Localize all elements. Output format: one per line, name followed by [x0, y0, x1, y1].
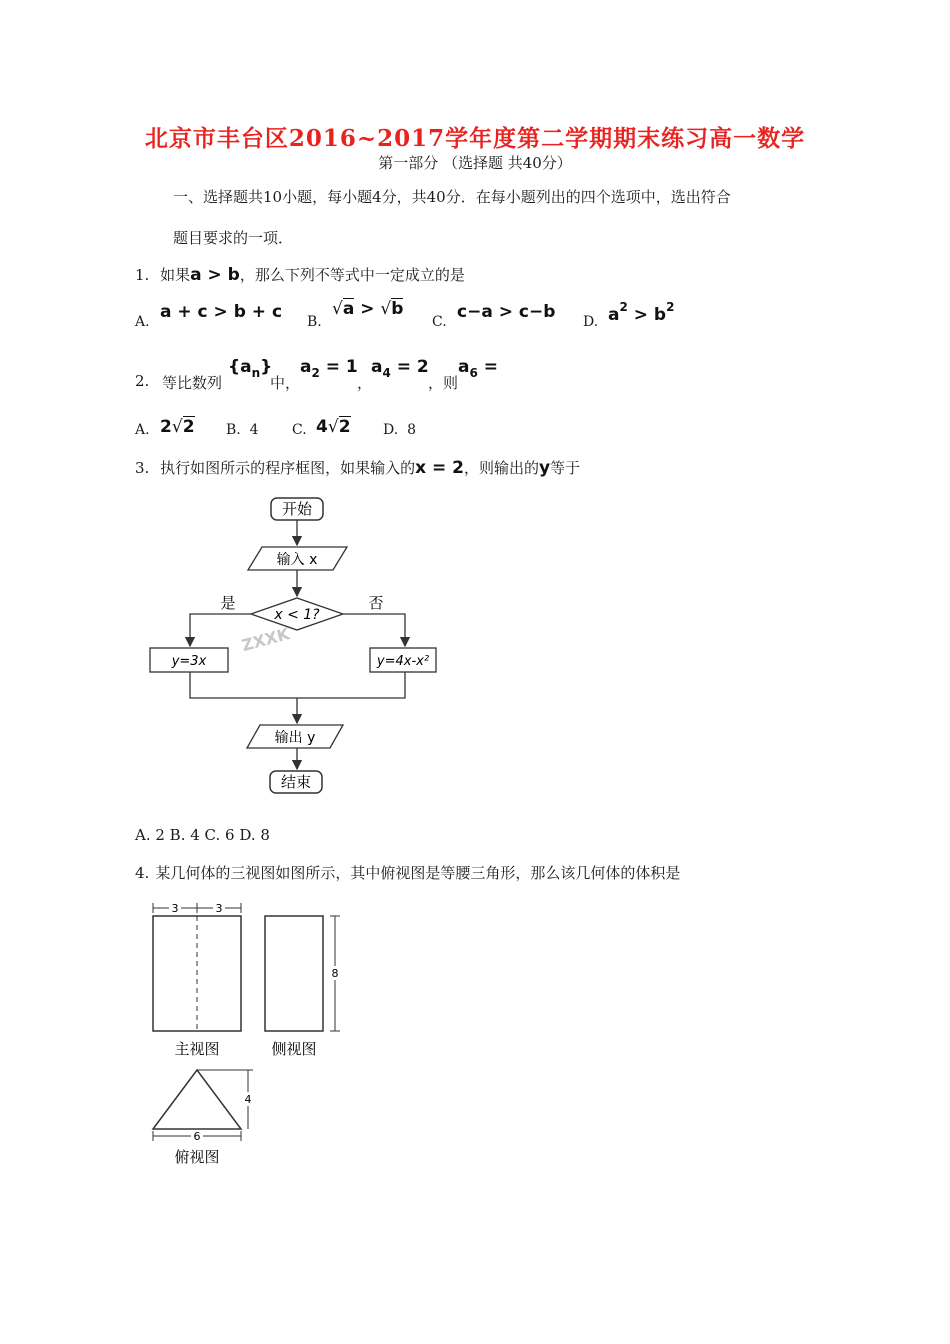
option-label: D. — [583, 314, 599, 330]
dim-triangle-height: 4 — [244, 1093, 252, 1106]
stem-text: 如果 — [160, 266, 191, 284]
term-a4: $a_4 = 2$ — [371, 357, 429, 380]
stem-text: ，那么下列不等式中一定成立的是 — [239, 266, 465, 284]
q1-option-a: a + c > b + c — [160, 302, 283, 322]
top-view-label: 俯视图 — [174, 1148, 220, 1166]
stem-text: ，则 — [428, 374, 459, 392]
option-label: C. — [432, 314, 447, 330]
section-subtitle: 第一部分 （选择题 共40分） — [378, 154, 572, 172]
option-label: C. — [292, 422, 307, 438]
dim-front-right: 3 — [215, 902, 223, 915]
question-3-options: A. 2 B. 4 C. 6 D. 8 — [135, 826, 270, 844]
instructions-line2: 题目要求的一项． — [173, 229, 294, 247]
question-1-stem — [135, 264, 465, 285]
stem-text: ， — [357, 374, 373, 392]
flow-no-label: 否 — [368, 594, 384, 612]
question-2-number: 2. — [135, 372, 150, 390]
dim-height: 8 — [331, 967, 339, 980]
top-view-triangle — [153, 1070, 241, 1129]
stem-text: 中， — [270, 374, 301, 392]
page-title: 北京市丰台区2016~2017学年度第二学期期末练习高一数学 — [144, 125, 806, 152]
flow-yes-label: 是 — [220, 594, 236, 612]
q2-option-b: B. 4 — [226, 422, 259, 438]
side-view-rect — [265, 916, 323, 1031]
question-number: 1. — [135, 266, 150, 284]
option-label: A. — [135, 314, 150, 330]
q2-option-a: 2√2 — [160, 417, 195, 437]
term-a6: $a_6$ = — [458, 357, 499, 380]
option-label: A. — [135, 422, 150, 438]
dim-front-left: 3 — [171, 902, 179, 915]
flow-right-label: y=4x-x² — [376, 654, 430, 669]
three-view-diagram — [145, 900, 350, 1170]
program-flowchart — [140, 490, 460, 810]
question-4-stem: 4. 某几何体的三视图如图所示，其中俯视图是等腰三角形，那么该几何体的体积是 — [135, 864, 681, 882]
q2-option-d: D. 8 — [383, 422, 417, 438]
watermark: ZXXK — [239, 624, 292, 656]
stem-math: a > b — [190, 265, 240, 285]
front-view-label: 主视图 — [174, 1040, 220, 1058]
option-label: B. — [307, 314, 322, 330]
flow-end-label: 结束 — [280, 773, 312, 791]
stem-text: 等比数列 — [162, 374, 223, 392]
q1-option-d: $a^2 > b^2$ — [608, 300, 675, 325]
flow-left-label: y=3x — [171, 654, 207, 669]
question-3-stem: 3. 执行如图所示的程序框图，如果输入的x = 2，则输出的y等于 — [135, 458, 581, 478]
flow-decision-label: x < 1? — [274, 607, 320, 623]
dim-base: 6 — [193, 1130, 201, 1143]
q2-option-c: 4√2 — [316, 417, 351, 437]
term-a2: $a_2 = 1$ — [300, 357, 358, 380]
q1-option-b: √a > √b — [332, 299, 404, 319]
flow-start-label: 开始 — [281, 500, 313, 518]
flow-input-label: 输入 x — [276, 552, 318, 568]
instructions-line1: 一、选择题共10小题，每小题4分，共40分．在每小题列出的四个选项中，选出符合 — [173, 188, 731, 206]
q1-option-c: c−a > c−b — [457, 302, 556, 322]
side-view-label: 侧视图 — [271, 1040, 317, 1058]
sequence-notation: $\{a_n\}$ — [228, 357, 273, 380]
flow-output-label: 输出 y — [274, 730, 316, 746]
